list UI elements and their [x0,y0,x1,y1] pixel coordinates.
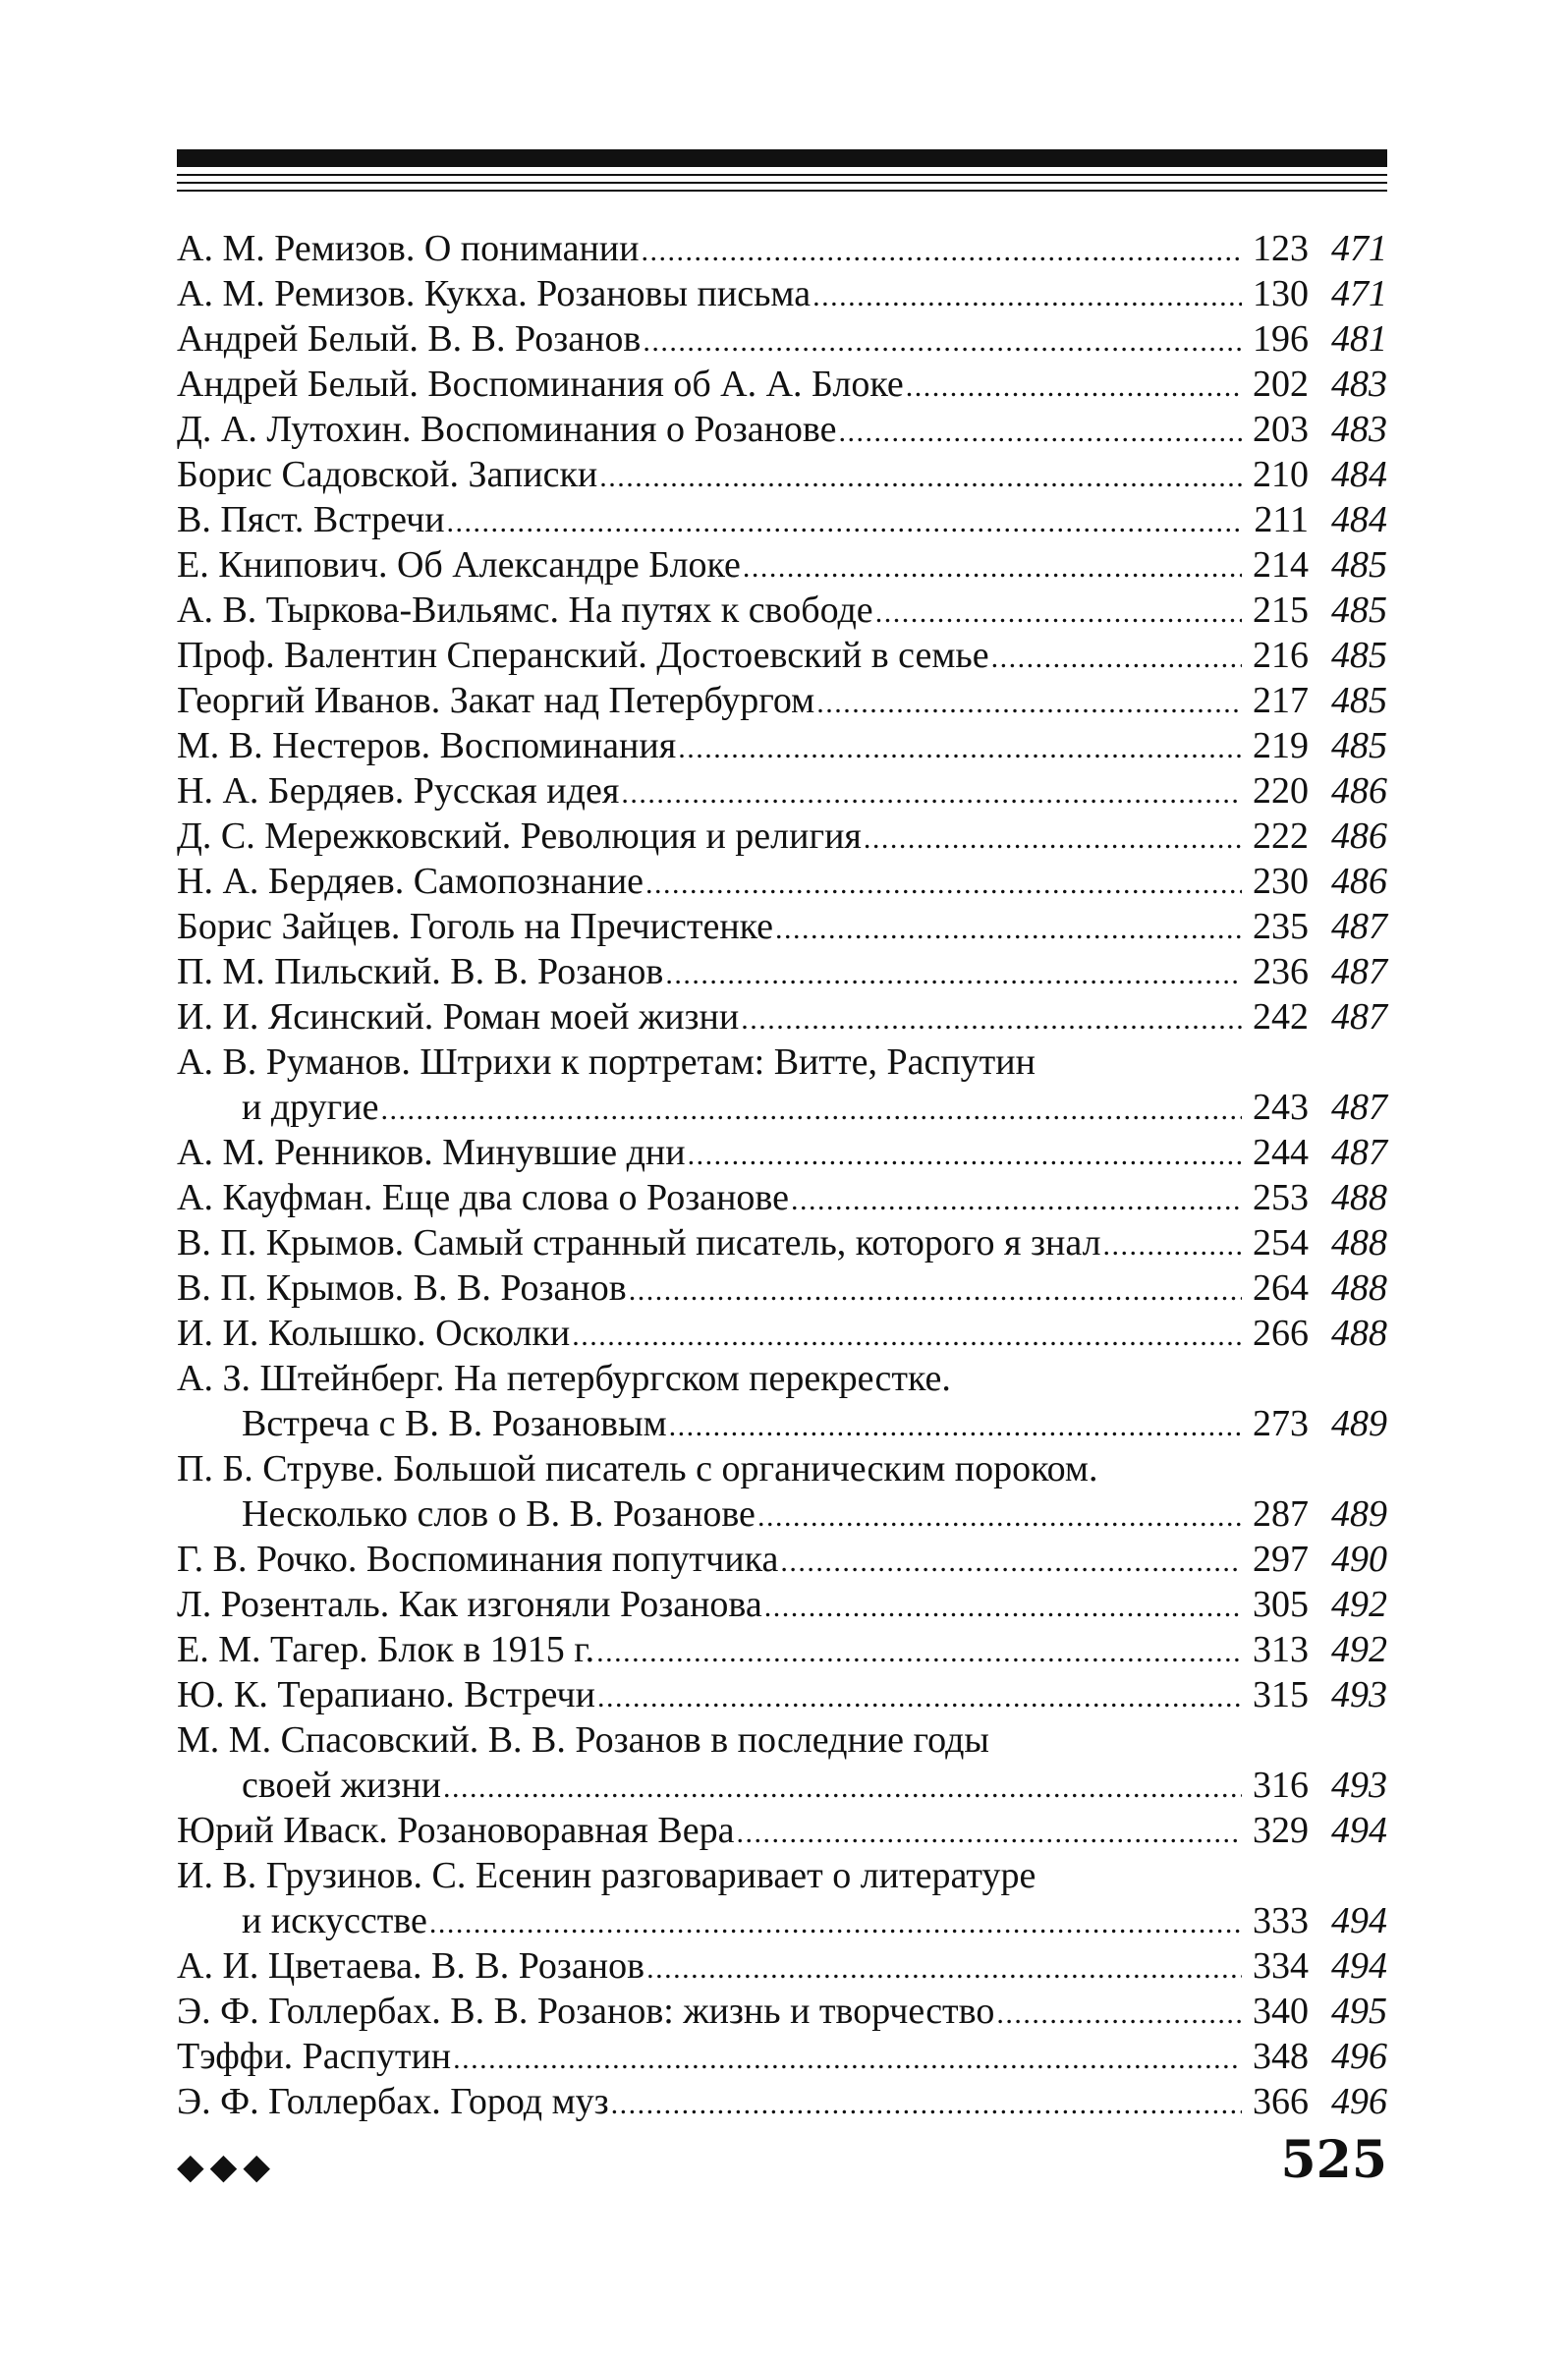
toc-page-number: 217 [1253,680,1309,721]
header-rule-thin [177,190,1387,192]
toc-page-number: 222 [1253,815,1309,857]
dot-leader [743,545,1242,590]
toc-entry [177,768,1387,814]
dot-leader [812,274,1242,319]
toc-title: Г. В. Рочко. Воспоминания попутчика [177,1539,779,1580]
toc-line [177,2034,1387,2079]
toc-note-page: 484 [1331,499,1387,540]
toc-title: Юрий Иваск. Розановоравная Вера [177,1810,735,1851]
dot-leader [665,952,1242,997]
toc-page-number: 242 [1253,996,1309,1038]
toc-page-number: 305 [1253,1584,1309,1625]
toc-note-page: 494 [1331,1945,1387,1987]
toc-note-page: 488 [1331,1313,1387,1354]
toc-page-number: 297 [1253,1539,1309,1580]
toc-title: П. М. Пильский. В. В. Розанов [177,951,664,992]
dot-leader [621,771,1242,816]
dot-leader [599,455,1242,500]
toc-note-page: 471 [1331,273,1387,314]
toc-note-page: 488 [1331,1267,1387,1309]
toc-note-page: 481 [1331,318,1387,360]
toc-note-page: 487 [1331,1132,1387,1173]
dot-leader [1103,1223,1242,1268]
footer-ornament: ◆◆◆ [177,2147,277,2187]
toc-entry [177,678,1387,723]
toc-title: И. И. Колышко. Осколки [177,1313,571,1354]
toc-entry [177,1311,1387,1356]
toc-title: А. В. Тыркова-Вильямс. На путях к свободе [177,590,873,631]
toc-note-page: 485 [1331,590,1387,631]
toc-note-page: 492 [1331,1584,1387,1625]
toc-entry [177,949,1387,994]
toc-page-number: 348 [1253,2036,1309,2077]
toc-page-number: 315 [1253,1674,1309,1715]
dot-leader [780,1540,1242,1585]
toc-line [177,633,1387,678]
dot-leader [447,500,1242,545]
toc-line [177,1085,1387,1130]
dot-leader [875,590,1242,636]
toc-entry [177,2079,1387,2124]
toc-title: Проф. Валентин Сперанский. Достоевский в семье [177,635,989,676]
toc-entry [177,1130,1387,1175]
toc-page-number: 211 [1254,499,1309,540]
dot-leader [597,1675,1242,1720]
toc-line [177,994,1387,1039]
toc-entry [177,1175,1387,1220]
dot-leader [453,2037,1242,2082]
toc-note-page: 487 [1331,1087,1387,1128]
header-rule-thin [177,174,1387,176]
toc-line [177,271,1387,316]
dot-leader [443,1766,1242,1811]
toc-note-page: 485 [1331,725,1387,766]
toc-entry [177,2034,1387,2079]
toc-line [177,1491,1387,1537]
dot-leader [741,997,1242,1042]
toc-title: и искусстве [242,1900,427,1941]
toc-line [177,362,1387,407]
toc-page-number: 266 [1253,1313,1309,1354]
toc-line [177,407,1387,452]
toc-page-number: 216 [1253,635,1309,676]
toc-page-number: 316 [1253,1765,1309,1806]
toc-line [177,226,1387,271]
toc-entry [177,904,1387,949]
toc-line [177,1672,1387,1717]
toc-line [177,588,1387,633]
toc-page-number: 219 [1253,725,1309,766]
toc-note-page: 493 [1331,1765,1387,1806]
toc-entry [177,814,1387,859]
toc-note-page: 486 [1331,815,1387,857]
page-number: 525 [1280,2130,1387,2190]
toc-entry [177,1943,1387,1989]
toc-page-number: 220 [1253,770,1309,812]
toc-page-number: 264 [1253,1267,1309,1309]
toc-line [177,1627,1387,1672]
toc-title: Борис Садовской. Записки [177,454,598,495]
toc-line [177,1898,1387,1943]
toc-note-page: 494 [1331,1810,1387,1851]
toc-title: Д. С. Мережковский. Революция и религия [177,815,862,857]
dot-leader [572,1314,1242,1359]
toc-note-page: 487 [1331,906,1387,947]
toc-line [177,1853,1387,1898]
toc-entry [177,1039,1387,1130]
toc-title: П. Б. Струве. Большой писатель с органическим пороком. [177,1448,1098,1489]
toc-page-number: 340 [1253,1991,1309,2032]
toc-title: Георгий Иванов. Закат над Петербургом [177,680,815,721]
toc-entry [177,407,1387,452]
toc-line [177,1130,1387,1175]
dot-leader [643,319,1242,365]
toc-page-number: 235 [1253,906,1309,947]
dot-leader [646,1946,1242,1992]
toc-note-page: 485 [1331,680,1387,721]
header-rule-thin [177,182,1387,184]
toc-line [177,1175,1387,1220]
toc-title: своей жизни [242,1765,441,1806]
toc-note-page: 494 [1331,1900,1387,1941]
toc-entry [177,362,1387,407]
toc-note-page: 493 [1331,1674,1387,1715]
toc-line [177,1717,1387,1763]
toc-line [177,1808,1387,1853]
toc-page-number: 334 [1253,1945,1309,1987]
toc-title: В. П. Крымов. Самый странный писатель, которого я знал [177,1222,1101,1264]
toc-title: И. В. Грузинов. С. Есенин разговаривает о литературе [177,1855,1036,1896]
toc-note-page: 483 [1331,409,1387,450]
toc-page-number: 244 [1253,1132,1309,1173]
dot-leader [775,907,1242,952]
toc-entry [177,542,1387,588]
toc-title: А. Кауфман. Еще два слова о Розанове [177,1177,789,1218]
toc-entry [177,316,1387,362]
toc-page-number: 123 [1253,228,1309,269]
dot-leader [678,726,1242,771]
toc-entry [177,1446,1387,1537]
toc-title: Л. Розенталь. Как изгоняли Розанова [177,1584,762,1625]
toc-note-page: 486 [1331,861,1387,902]
toc-entry [177,452,1387,497]
toc-line [177,2079,1387,2124]
toc-entry [177,497,1387,542]
toc-entry [177,1537,1387,1582]
dot-leader [791,1178,1242,1223]
dot-leader [629,1268,1242,1314]
toc-note-page: 496 [1331,2081,1387,2122]
toc-title: А. И. Цветаева. В. В. Розанов [177,1945,645,1987]
toc-line [177,1039,1387,1085]
toc-line [177,1537,1387,1582]
dot-leader [764,1585,1242,1630]
toc-line [177,904,1387,949]
dot-leader [641,229,1242,274]
toc-title: Н. А. Бердяев. Русская идея [177,770,620,812]
toc-line [177,497,1387,542]
toc-entry [177,1989,1387,2034]
toc-line [177,1311,1387,1356]
dot-leader [645,862,1242,907]
dot-leader [596,1630,1242,1675]
toc-title: М. В. Нестеров. Воспоминания [177,725,677,766]
toc-title: Д. А. Лутохин. Воспоминания о Розанове [177,409,837,450]
dot-leader [669,1404,1242,1449]
table-of-contents [177,226,1387,2124]
toc-entry [177,1717,1387,1808]
toc-note-page: 484 [1331,454,1387,495]
toc-entry [177,1808,1387,1853]
toc-entry [177,1853,1387,1943]
dot-leader [736,1811,1242,1856]
header-rule-thick [177,149,1387,167]
toc-line [177,1763,1387,1808]
toc-line [177,814,1387,859]
toc-line [177,316,1387,362]
toc-title: Е. М. Тагер. Блок в 1915 г. [177,1629,595,1670]
toc-page-number: 243 [1253,1087,1309,1128]
toc-title: А. М. Ренников. Минувшие дни [177,1132,686,1173]
toc-note-page: 483 [1331,364,1387,405]
toc-page-number: 210 [1253,454,1309,495]
toc-note-page: 488 [1331,1177,1387,1218]
toc-page-number: 196 [1253,318,1309,360]
toc-title: и другие [242,1087,379,1128]
dot-leader [757,1494,1242,1540]
toc-entry [177,1220,1387,1265]
toc-title: Э. Ф. Голлербах. В. В. Розанов: жизнь и творчество [177,1991,995,2032]
toc-entry [177,994,1387,1039]
toc-line [177,1220,1387,1265]
toc-title: Э. Ф. Голлербах. Город муз [177,2081,609,2122]
toc-entry [177,723,1387,768]
toc-line [177,1582,1387,1627]
toc-note-page: 471 [1331,228,1387,269]
toc-page-number: 202 [1253,364,1309,405]
toc-title: Е. Книпович. Об Александре Блоке [177,544,741,586]
toc-note-page: 485 [1331,544,1387,586]
toc-note-page: 487 [1331,951,1387,992]
toc-page-number: 287 [1253,1493,1309,1535]
toc-page-number: 366 [1253,2081,1309,2122]
toc-note-page: 485 [1331,635,1387,676]
toc-entry [177,588,1387,633]
toc-line [177,1401,1387,1446]
toc-page-number: 313 [1253,1629,1309,1670]
toc-entry [177,1627,1387,1672]
toc-title: А. В. Руманов. Штрихи к портретам: Витте, Распутин [177,1041,1036,1083]
toc-title: Н. А. Бердяев. Самопознание [177,861,644,902]
toc-title: В. Пяст. Встречи [177,499,445,540]
toc-title: Встреча с В. В. Розановым [242,1403,667,1444]
toc-line [177,859,1387,904]
toc-note-page: 490 [1331,1539,1387,1580]
toc-entry [177,1356,1387,1446]
toc-page-number: 254 [1253,1222,1309,1264]
toc-page-number: 230 [1253,861,1309,902]
dot-leader [688,1133,1242,1178]
toc-page-number: 333 [1253,1900,1309,1941]
toc-title: В. П. Крымов. В. В. Розанов [177,1267,627,1309]
toc-title: И. И. Ясинский. Роман моей жизни [177,996,740,1038]
toc-title: А. М. Ремизов. О понимании [177,228,640,269]
toc-line [177,768,1387,814]
toc-line [177,949,1387,994]
dot-leader [429,1901,1242,1946]
dot-leader [864,816,1242,862]
toc-line [177,542,1387,588]
dot-leader [996,1992,1242,2037]
toc-page-number: 203 [1253,409,1309,450]
toc-entry [177,633,1387,678]
toc-line [177,1356,1387,1401]
toc-title: Андрей Белый. В. В. Розанов [177,318,642,360]
toc-line [177,678,1387,723]
toc-entry [177,226,1387,271]
toc-title: Андрей Белый. Воспоминания об А. А. Блоке [177,364,904,405]
dot-leader [380,1088,1242,1133]
toc-title: Тэффи. Распутин [177,2036,452,2077]
dot-leader [906,365,1242,410]
toc-note-page: 489 [1331,1403,1387,1444]
toc-line [177,1446,1387,1491]
toc-note-page: 495 [1331,1991,1387,2032]
toc-note-page: 492 [1331,1629,1387,1670]
toc-entry [177,271,1387,316]
toc-page-number: 236 [1253,951,1309,992]
toc-title: Несколько слов о В. В. Розанове [242,1493,756,1535]
toc-note-page: 487 [1331,996,1387,1038]
toc-line [177,1943,1387,1989]
toc-title: Ю. К. Терапиано. Встречи [177,1674,595,1715]
toc-line [177,452,1387,497]
toc-page-number: 273 [1253,1403,1309,1444]
toc-note-page: 489 [1331,1493,1387,1535]
dot-leader [611,2082,1242,2127]
dot-leader [816,681,1242,726]
toc-page-number: 215 [1253,590,1309,631]
toc-title: А. З. Штейнберг. На петербургском перекрестке. [177,1358,951,1399]
toc-note-page: 486 [1331,770,1387,812]
toc-title: М. М. Спасовский. В. В. Розанов в последние годы [177,1719,989,1761]
toc-entry [177,1265,1387,1311]
toc-line [177,723,1387,768]
toc-entry [177,1672,1387,1717]
toc-note-page: 496 [1331,2036,1387,2077]
toc-line [177,1989,1387,2034]
dot-leader [991,636,1242,681]
dot-leader [839,410,1242,455]
toc-note-page: 488 [1331,1222,1387,1264]
toc-page-number: 329 [1253,1810,1309,1851]
toc-entry [177,1582,1387,1627]
toc-page-number: 253 [1253,1177,1309,1218]
toc-title: Борис Зайцев. Гоголь на Пречистенке [177,906,774,947]
toc-page-number: 214 [1253,544,1309,586]
toc-page-number: 130 [1253,273,1309,314]
toc-entry [177,859,1387,904]
toc-line [177,1265,1387,1311]
toc-title: А. М. Ремизов. Кукха. Розановы письма [177,273,812,314]
